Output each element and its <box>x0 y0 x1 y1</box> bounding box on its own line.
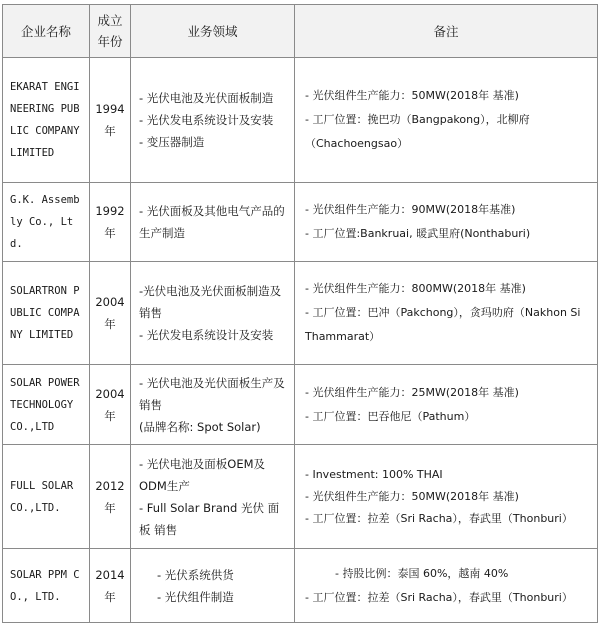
notes-cell <box>295 445 598 549</box>
year-cell: 2004年 <box>90 365 131 445</box>
business-cell <box>131 262 295 365</box>
business-line: - 光伏电池及光伏面板制造 <box>139 91 274 105</box>
header-company-name: 企业名称 <box>3 5 90 58</box>
year-cell: 2012年 <box>90 445 131 549</box>
header-business-area: 业务领域 <box>131 5 295 58</box>
business-line: - 光伏组件制造 <box>157 589 234 604</box>
company-table <box>2 4 598 623</box>
company-name-cell: G.K. Assembly Co., Ltd. <box>3 183 90 262</box>
business-cell <box>131 549 295 623</box>
note-line: - 工厂位置：挽巴功（Bangpakong），北柳府（Chachoengsao） <box>305 113 530 150</box>
note-line: - 光伏组件生产能力：800MW(2018年 基准) <box>305 282 526 295</box>
note-line: - 光伏组件生产能力：90MW(2018年基准) <box>305 203 516 216</box>
business-line: (品牌名称: Spot Solar) <box>139 419 261 434</box>
year-cell: 1994年 <box>90 58 131 183</box>
table-row <box>3 262 598 365</box>
header-founded-year <box>90 5 131 58</box>
business-line: - 光伏电池及面板OEM及ODM生产 <box>139 456 266 493</box>
notes-cell <box>295 262 598 365</box>
table-row <box>3 549 598 623</box>
table-row <box>3 365 598 445</box>
company-name-cell: SOLARTRON PUBLIC COMPANY LIMITED <box>3 262 90 365</box>
year-cell: 1992年 <box>90 183 131 262</box>
header-founded-year-text: 成立 年份 <box>97 13 123 49</box>
business-line: - 光伏系统供货 <box>157 567 234 582</box>
company-table-container <box>2 4 597 622</box>
business-line: - 变压器制造 <box>139 135 205 149</box>
business-line: - 光伏面板及其他电气产品的生产制造 <box>139 204 285 240</box>
table-row <box>3 58 598 183</box>
header-notes: 备注 <box>295 5 598 58</box>
note-line: - Investment: 100% THAI <box>305 467 443 481</box>
note-line: - 工厂位置：拉差（Sri Racha），春武里（Thonburi） <box>305 590 573 604</box>
notes-cell <box>295 58 598 183</box>
notes-cell <box>295 183 598 262</box>
notes-cell <box>295 549 598 623</box>
note-line: - 持股比例：泰国 60%，越南 40% <box>335 566 509 580</box>
business-cell <box>131 183 295 262</box>
business-cell <box>131 365 295 445</box>
table-row <box>3 183 598 262</box>
company-name-cell: EKARAT ENGINEERING PUBLIC COMPANY LIMITED <box>3 58 90 183</box>
year-cell: 2004年 <box>90 262 131 365</box>
company-name-cell: SOLAR POWER TECHNOLOGY CO.,LTD <box>3 365 90 445</box>
year-cell: 2014年 <box>90 549 131 623</box>
business-line: - 光伏电池及光伏面板生产及销售 <box>139 375 285 412</box>
business-line: - 光伏发电系统设计及安装 <box>139 328 274 342</box>
note-line: - 工厂位置：巴冲（Pakchong），贪玛叻府（Nakhon Si Thammarat） <box>305 306 581 343</box>
note-line: - 光伏组件生产能力：25MW(2018年 基准) <box>305 385 519 399</box>
business-line: - Full Solar Brand 光伏 面板 销售 <box>139 500 280 537</box>
business-line: - 光伏发电系统设计及安装 <box>139 113 274 127</box>
note-line: - 光伏组件生产能力：50MW(2018年 基准) <box>305 89 519 102</box>
business-cell <box>131 58 295 183</box>
table-row <box>3 445 598 549</box>
business-line: -光伏电池及光伏面板制造及销售 <box>139 284 282 320</box>
notes-cell <box>295 365 598 445</box>
company-name-cell: SOLAR PPM CO., LTD. <box>3 549 90 623</box>
note-line: - 工厂位置：拉差（Sri Racha），春武里（Thonburi） <box>305 511 573 525</box>
table-header-row <box>3 5 598 58</box>
business-cell <box>131 445 295 549</box>
note-line: - 光伏组件生产能力：50MW(2018年 基准) <box>305 489 519 503</box>
note-line: - 工厂位置：巴吞他尼（Pathum） <box>305 409 476 423</box>
note-line: - 工厂位置:Bankruai, 暖武里府(Nonthaburi) <box>305 227 531 240</box>
company-name-cell: FULL SOLAR CO.,LTD. <box>3 445 90 549</box>
